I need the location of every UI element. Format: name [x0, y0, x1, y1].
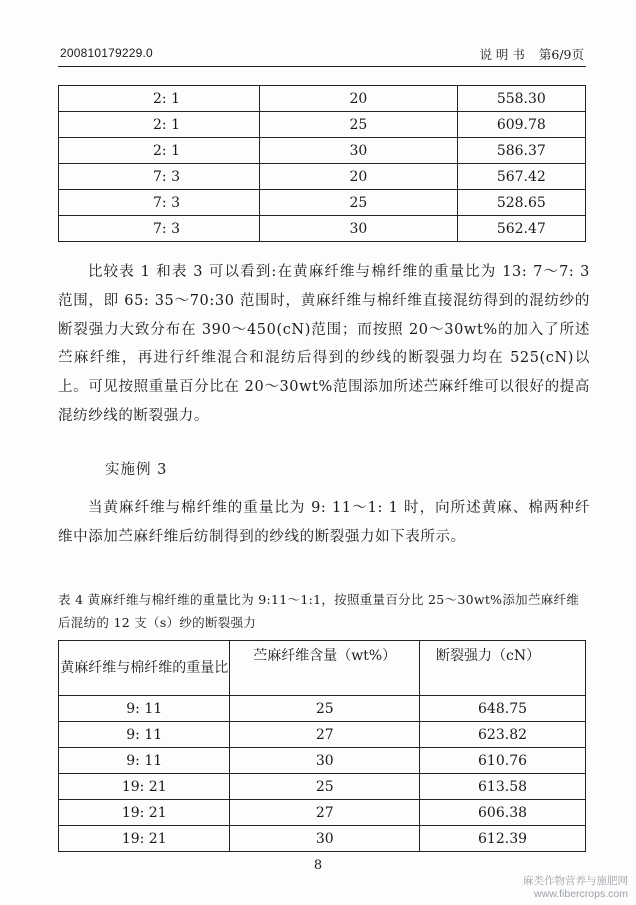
table-cell: 9: 11 — [59, 748, 230, 774]
table-cell: 2: 1 — [59, 86, 260, 112]
example-heading: 实施例 3 — [105, 462, 168, 478]
table-cell: 30 — [260, 216, 457, 242]
table-row — [59, 216, 586, 242]
table-row — [59, 138, 586, 164]
header-rule — [58, 66, 586, 67]
column-header: 断裂强力（cN） — [420, 641, 586, 696]
table-row — [59, 86, 586, 112]
watermark-url: www.fibercrops.com — [534, 888, 628, 900]
table-cell: 20 — [260, 86, 457, 112]
table-cell: 562.47 — [457, 216, 585, 242]
patent-number: 200810179229.0 — [60, 46, 153, 60]
site-watermark — [523, 875, 628, 901]
table-cell: 30 — [260, 138, 457, 164]
table-row — [59, 826, 586, 852]
table-cell: 27 — [230, 722, 420, 748]
table-cell: 19: 21 — [59, 774, 230, 800]
table-row — [59, 112, 586, 138]
table-cell: 586.37 — [457, 138, 585, 164]
table-cell: 7: 3 — [59, 164, 260, 190]
watermark-title: 麻类作物营养与施肥网 — [523, 875, 628, 887]
page-info: 第6/9页 — [538, 47, 584, 62]
table-row — [59, 164, 586, 190]
table-4 — [58, 640, 586, 852]
column-header: 苎麻纤维含量（wt%） — [230, 641, 420, 696]
table-cell: 9: 11 — [59, 696, 230, 722]
table-row — [59, 190, 586, 216]
table-4-caption: 表 4 黄麻纤维与棉纤维的重量比为 9:11～1:1，按照重量百分比 25～30wt%添加苎麻纤维后混纺的 12 支（s）纱的断裂强力 — [58, 592, 580, 630]
table-cell: 528.65 — [457, 190, 585, 216]
table-row — [59, 722, 586, 748]
table-3-continued — [58, 85, 586, 242]
table-row — [59, 696, 586, 722]
page-number: 8 — [313, 858, 323, 873]
table-cell: 30 — [230, 748, 420, 774]
page-header-right — [479, 45, 584, 63]
table-cell: 648.75 — [420, 696, 586, 722]
table-cell: 30 — [230, 826, 420, 852]
table-cell: 9: 11 — [59, 722, 230, 748]
table-row — [59, 748, 586, 774]
table-header-row — [59, 641, 586, 696]
table-cell: 613.58 — [420, 774, 586, 800]
table-cell: 25 — [230, 696, 420, 722]
table-cell: 19: 21 — [59, 800, 230, 826]
table-row — [59, 774, 586, 800]
table-cell: 25 — [230, 774, 420, 800]
column-header: 黄麻纤维与棉纤维的重量比 — [59, 641, 230, 696]
table-row — [59, 800, 586, 826]
table-cell: 606.38 — [420, 800, 586, 826]
table-cell: 27 — [230, 800, 420, 826]
table-cell: 609.78 — [457, 112, 585, 138]
example-paragraph: 当黄麻纤维与棉纤维的重量比为 9: 11～1: 1 时，向所述黄麻、棉两种纤维中添加苎麻纤维后纺制得到的纱线的断裂强力如下表所示。 — [58, 500, 590, 545]
table-cell: 612.39 — [420, 826, 586, 852]
table-cell: 7: 3 — [59, 190, 260, 216]
section-title: 说 明 书 — [479, 47, 525, 62]
table-cell: 7: 3 — [59, 216, 260, 242]
table-cell: 19: 21 — [59, 826, 230, 852]
table-cell: 20 — [260, 164, 457, 190]
table-cell: 623.82 — [420, 722, 586, 748]
comparison-paragraph: 比较表 1 和表 3 可以看到:在黄麻纤维与棉纤维的重量比为 13: 7～7: 3 范围，即 65: 35～70:30 范围时，黄麻纤维与棉纤维直接混纺得到的混纺纱的断裂强力大致分布在 390～450(cN)范围；而按照 20～30wt%的加入了所述苎麻纤维，再进行纤维混合和混纺后得到的纱线的断裂强力均在 525(cN)以上。可见按照重量百分比在 20～30wt%范围添加所述苎麻纤维可以很好的提高混纺纱线的断裂强力。 — [58, 264, 590, 424]
table-cell: 25 — [260, 190, 457, 216]
table-cell: 567.42 — [457, 164, 585, 190]
table-cell: 2: 1 — [59, 112, 260, 138]
table-cell: 25 — [260, 112, 457, 138]
table-cell: 558.30 — [457, 86, 585, 112]
table-cell: 2: 1 — [59, 138, 260, 164]
table-cell: 610.76 — [420, 748, 586, 774]
